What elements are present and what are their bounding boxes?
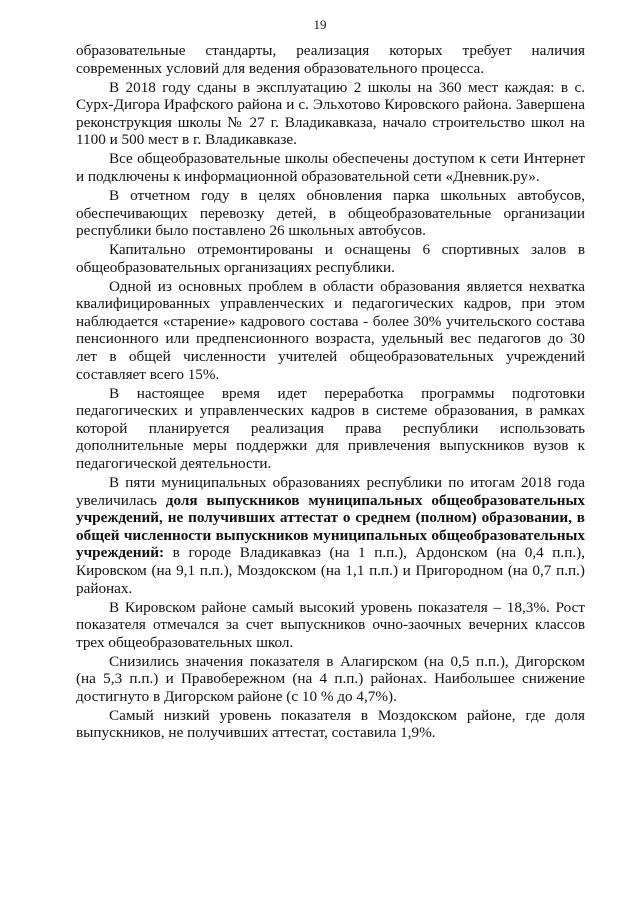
paragraph-continuation: образовательные стандарты, реализация которых требует наличия современных условий для ведения образовательного процесса.	[76, 42, 585, 77]
paragraph-staff-shortage: Одной из основных проблем в области образования является нехватка квалифицированных управленческих и педагогических кадров, при этом наблюдается «старение» кадрового состава - более 30% учительского состава пенсионного или предпенсионного возраста, удельный вес педагогов до 30 лет в общей численности учителей общеобразовательных учреждений составляет всего 15%.	[76, 277, 585, 383]
paragraph-graduates-indicator	[76, 474, 585, 597]
paragraph-new-schools: В 2018 году сданы в эксплуатацию 2 школы на 360 мест каждая: в с. Сурх-Дигора Ирафского района и с. Эльхотово Кировского района. Завершена реконструкция школы № 27 г. Владикавказа, начало строительство школ на 1100 и 500 мест в г. Владикавказе.	[76, 78, 585, 149]
paragraph-mozdoksky-district: Самый низкий уровень показателя в Моздокском районе, где доля выпускников, не получивших аттестат, составила 1,9%.	[76, 706, 585, 742]
paragraph-school-buses: В отчетном году в целях обновления парка школьных автобусов, обеспечивающих перевозку детей, в общеобразовательные организации республики было поставлено 26 школьных автобусов.	[76, 186, 585, 240]
paragraph-training-program: В настоящее время идет переработка программы подготовки педагогических и управленческих кадров в системе образования, в рамках которой планируется реализация права республики использовать дополнительные меры поддержки для привлечения выпускников вузов к педагогической деятельности.	[76, 384, 585, 472]
paragraph-graduates-intro: В пяти муниципальных образованиях республики по итогам 2018 года увеличилась	[76, 473, 585, 509]
body-text	[76, 42, 585, 742]
paragraph-graduates-districts: в городе Владикавказ (на 1 п.п.), Ардонском (на 0,4 п.п.), Кировском (на 9,1 п.п.), Моздокском (на 1,1 п.п.) и Пригородном (на 0,7 п.п.) районах.	[76, 544, 585, 597]
paragraph-graduates-bold: доля выпускников муниципальных общеобразовательных учреждений, не получивших аттестат о среднем (полном) образовании, в общей численности выпускников муниципальных общеобразовательных учреждений:	[76, 491, 585, 562]
paragraph-sports-halls: Капитально отремонтированы и оснащены 6 спортивных залов в общеобразовательных организациях республики.	[76, 241, 585, 276]
paragraph-internet-access: Все общеобразовательные школы обеспечены доступом к сети Интернет и подключены к информационной образовательной сети «Дневник.ру».	[76, 150, 585, 185]
paragraph-decrease: Снизились значения показателя в Алагирском (на 0,5 п.п.), Дигорском (на 5,3 п.п.) и Правобережном (на 4 п.п.) районах. Наибольшее снижение достигнуто в Дигорском районе (с 10 % до 4,7%).	[76, 652, 585, 705]
paragraph-kirovsky-district: В Кировском районе самый высокий уровень показателя – 18,3%. Рост показателя отмечался за счет выпускников очно-заочных вечерних классов трех общеобразовательных школ.	[76, 598, 585, 651]
page-number: 19	[313, 17, 327, 32]
